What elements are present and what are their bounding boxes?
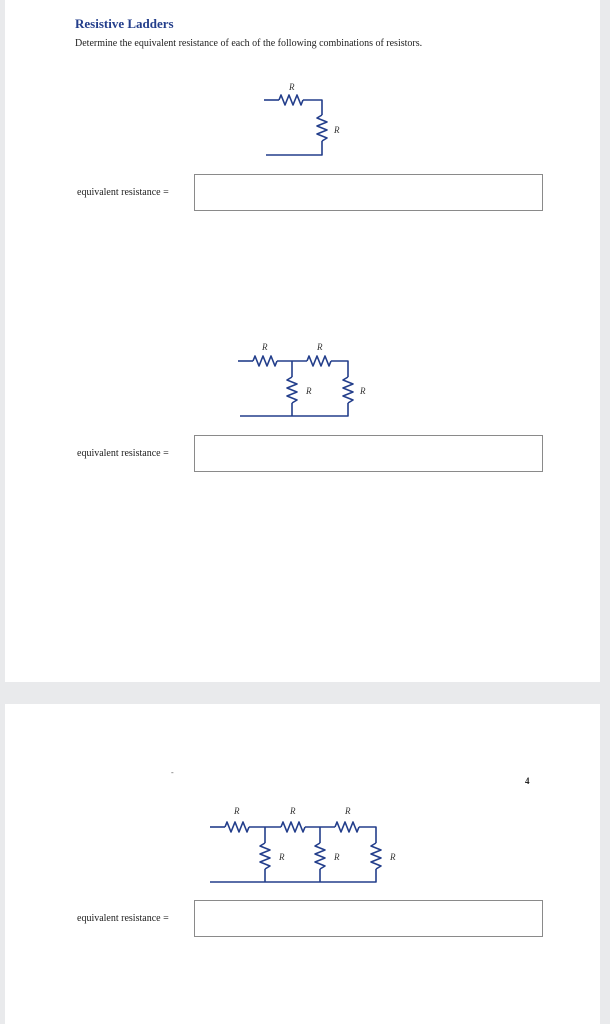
circuit-diagram-2 [5,0,600,682]
instructions: Determine the equivalent resistance of each of the following combinations of resistors. [75,38,423,49]
page-1 [5,0,600,682]
resistor-label: R [360,386,366,396]
resistor-label: R [234,806,240,816]
resistor-label: R [390,852,396,862]
answer-input[interactable] [194,900,543,937]
page-title: Resistive Ladders [75,16,174,31]
answer-label: equivalent resistance = [77,913,169,924]
resistor-label: R [262,342,268,352]
resistor-label: R [290,806,296,816]
resistor-series-1 [253,356,277,366]
wire [331,361,348,377]
page-number: 4 [525,776,530,786]
resistor-series-3 [335,822,359,832]
answer-input[interactable] [194,435,543,472]
resistor-shunt-1 [260,843,270,869]
wire [210,869,376,882]
resistor-series-2 [307,356,331,366]
answer-label: equivalent resistance = [77,448,169,459]
resistor-shunt-1 [287,377,297,403]
wire [359,827,376,843]
page-mark: - [171,768,174,777]
resistor-label: R [345,806,351,816]
resistor-shunt-2 [343,377,353,403]
resistor-label: R [289,82,295,92]
resistor-series-1 [225,822,249,832]
resistor-label: R [306,386,312,396]
resistor-label: R [334,125,340,135]
resistor-label: R [279,852,285,862]
wire [240,403,348,416]
resistor-shunt-3 [371,843,381,869]
resistor-shunt-2 [315,843,325,869]
resistor-label: R [334,852,340,862]
page-2 [5,704,600,1024]
resistor-series-2 [281,822,305,832]
circuit-diagram-3 [5,704,600,1024]
answer-label: equivalent resistance = [77,187,169,198]
resistor-label: R [317,342,323,352]
